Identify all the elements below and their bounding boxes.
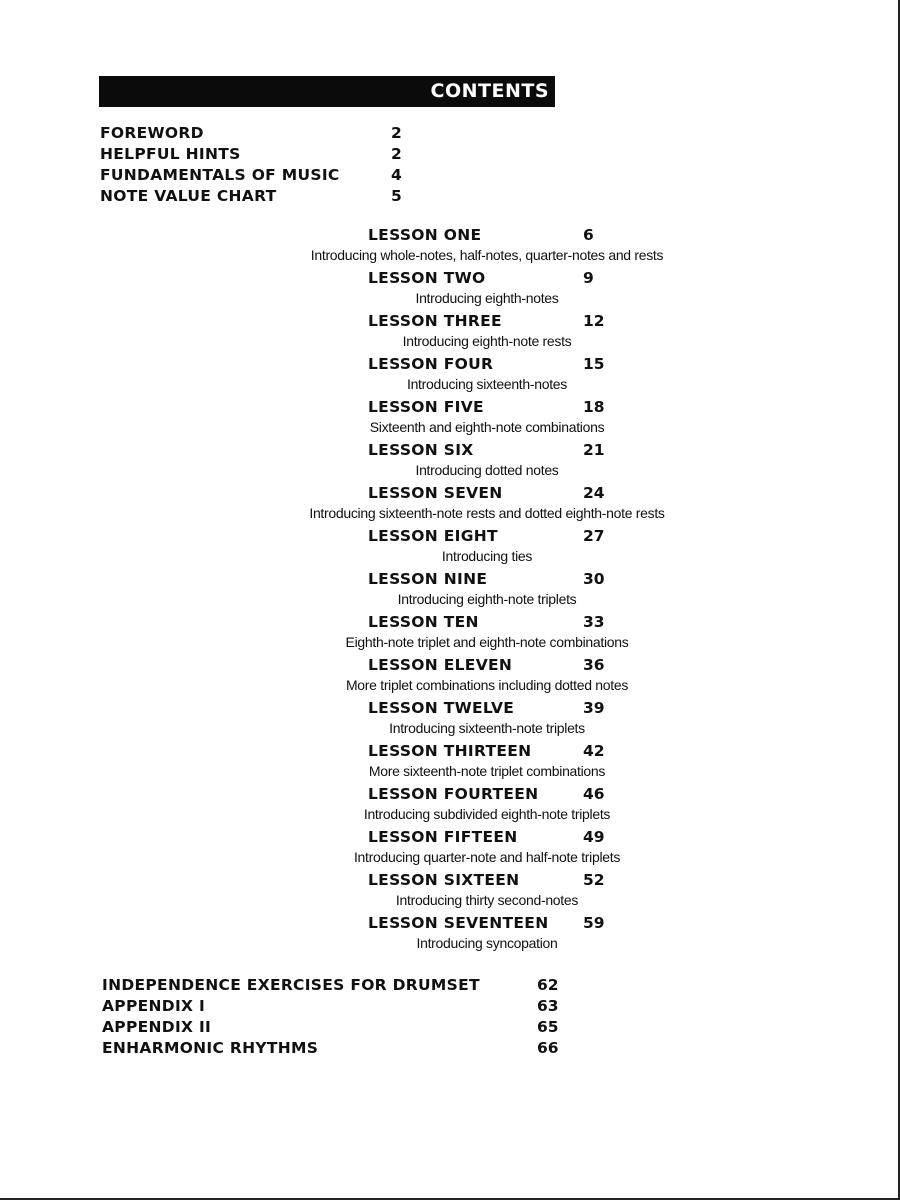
lesson-description: Introducing sixteenth-notes xyxy=(406,376,567,392)
lesson-title: LESSON FOUR xyxy=(368,355,494,373)
toc-entry xyxy=(102,976,582,997)
lesson-title: LESSON FIFTEEN xyxy=(368,828,518,846)
lesson-title: LESSON TWELVE xyxy=(368,699,515,717)
toc-entry-label: NOTE VALUE CHART xyxy=(100,187,277,205)
lesson-description: Introducing syncopation xyxy=(416,935,558,951)
toc-entry-label: APPENDIX II xyxy=(102,1018,212,1036)
front-matter-list xyxy=(100,124,420,208)
lesson-page: 12 xyxy=(583,312,605,330)
back-matter-list xyxy=(102,976,582,1060)
toc-entry xyxy=(102,1039,582,1060)
lesson-page: 46 xyxy=(583,785,605,803)
lesson-page: 49 xyxy=(583,828,605,846)
toc-entry-page: 5 xyxy=(391,187,402,205)
lesson-entry xyxy=(0,914,900,957)
lesson-page: 21 xyxy=(583,441,605,459)
lesson-entry xyxy=(0,871,900,914)
lesson-description: Sixteenth and eighth-note combinations xyxy=(369,419,605,435)
lesson-title: LESSON TEN xyxy=(368,613,479,631)
lesson-entry xyxy=(0,742,900,785)
lesson-page: 24 xyxy=(583,484,605,502)
lesson-title: LESSON FIVE xyxy=(368,398,484,416)
lesson-description: Introducing quarter-note and half-note triplets xyxy=(353,849,621,865)
lesson-title: LESSON SEVEN xyxy=(368,484,503,502)
lesson-description: Introducing dotted notes xyxy=(415,462,559,478)
lesson-entry xyxy=(0,398,900,441)
lesson-entry xyxy=(0,699,900,742)
lesson-page: 6 xyxy=(583,226,594,244)
lesson-entry xyxy=(0,226,900,269)
toc-entry xyxy=(102,997,582,1018)
lesson-title: LESSON TWO xyxy=(368,269,486,287)
lesson-entry xyxy=(0,570,900,613)
toc-entry xyxy=(100,187,420,208)
lesson-title: LESSON NINE xyxy=(368,570,488,588)
lesson-description: Introducing eighth-notes xyxy=(415,290,559,306)
toc-entry xyxy=(100,124,420,145)
toc-entry-page: 66 xyxy=(537,1039,559,1057)
lesson-title: LESSON ONE xyxy=(368,226,482,244)
lesson-title: LESSON SIXTEEN xyxy=(368,871,520,889)
toc-entry xyxy=(102,1018,582,1039)
lesson-entry xyxy=(0,441,900,484)
lesson-description: Introducing eighth-note rests xyxy=(402,333,572,349)
lesson-page: 59 xyxy=(583,914,605,932)
lesson-entry xyxy=(0,785,900,828)
contents-header-bar xyxy=(99,76,555,107)
toc-entry-page: 65 xyxy=(537,1018,559,1036)
lesson-description: Introducing subdivided eighth-note triplets xyxy=(363,806,611,822)
lesson-description: Introducing thirty second-notes xyxy=(395,892,579,908)
lesson-description: Introducing sixteenth-note rests and dotted eighth-note rests xyxy=(309,505,665,521)
page-title: CONTENTS xyxy=(430,80,549,102)
lesson-entry xyxy=(0,312,900,355)
toc-entry xyxy=(100,145,420,166)
toc-entry-page: 62 xyxy=(537,976,559,994)
lesson-title: LESSON ELEVEN xyxy=(368,656,513,674)
lesson-entry xyxy=(0,527,900,570)
lesson-title: LESSON THREE xyxy=(368,312,502,330)
lesson-entry xyxy=(0,656,900,699)
lesson-page: 18 xyxy=(583,398,605,416)
toc-entry-label: FUNDAMENTALS OF MUSIC xyxy=(100,166,340,184)
lesson-description: Eighth-note triplet and eighth-note combinations xyxy=(345,634,629,650)
lesson-description: Introducing ties xyxy=(441,548,533,564)
lesson-title: LESSON SIX xyxy=(368,441,474,459)
lesson-title: LESSON EIGHT xyxy=(368,527,498,545)
lesson-page: 9 xyxy=(583,269,594,287)
toc-entry-page: 63 xyxy=(537,997,559,1015)
lesson-description: More sixteenth-note triplet combinations xyxy=(368,763,606,779)
lesson-title: LESSON THIRTEEN xyxy=(368,742,532,760)
lesson-entry xyxy=(0,828,900,871)
toc-entry-page: 4 xyxy=(391,166,402,184)
lesson-entry xyxy=(0,484,900,527)
lesson-page: 39 xyxy=(583,699,605,717)
lesson-page: 27 xyxy=(583,527,605,545)
lesson-description: Introducing whole-notes, half-notes, quarter-notes and rests xyxy=(310,247,664,263)
lesson-entry xyxy=(0,613,900,656)
lesson-page: 30 xyxy=(583,570,605,588)
lesson-list xyxy=(0,226,900,957)
toc-entry-label: INDEPENDENCE EXERCISES FOR DRUMSET xyxy=(102,976,480,994)
toc-entry-label: ENHARMONIC RHYTHMS xyxy=(102,1039,319,1057)
lesson-entry xyxy=(0,355,900,398)
toc-entry-label: FOREWORD xyxy=(100,124,204,142)
lesson-title: LESSON SEVENTEEN xyxy=(368,914,549,932)
lesson-page: 33 xyxy=(583,613,605,631)
lesson-entry xyxy=(0,269,900,312)
lesson-description: Introducing sixteenth-note triplets xyxy=(389,720,585,736)
lesson-title: LESSON FOURTEEN xyxy=(368,785,539,803)
lesson-page: 36 xyxy=(583,656,605,674)
toc-entry-label: APPENDIX I xyxy=(102,997,206,1015)
lesson-description: Introducing eighth-note triplets xyxy=(397,591,577,607)
lesson-page: 15 xyxy=(583,355,605,373)
lesson-description: More triplet combinations including dotted notes xyxy=(345,677,629,693)
toc-entry-label: HELPFUL HINTS xyxy=(100,145,241,163)
toc-entry xyxy=(100,166,420,187)
lesson-page: 42 xyxy=(583,742,605,760)
toc-entry-page: 2 xyxy=(391,124,402,142)
lesson-page: 52 xyxy=(583,871,605,889)
toc-entry-page: 2 xyxy=(391,145,402,163)
